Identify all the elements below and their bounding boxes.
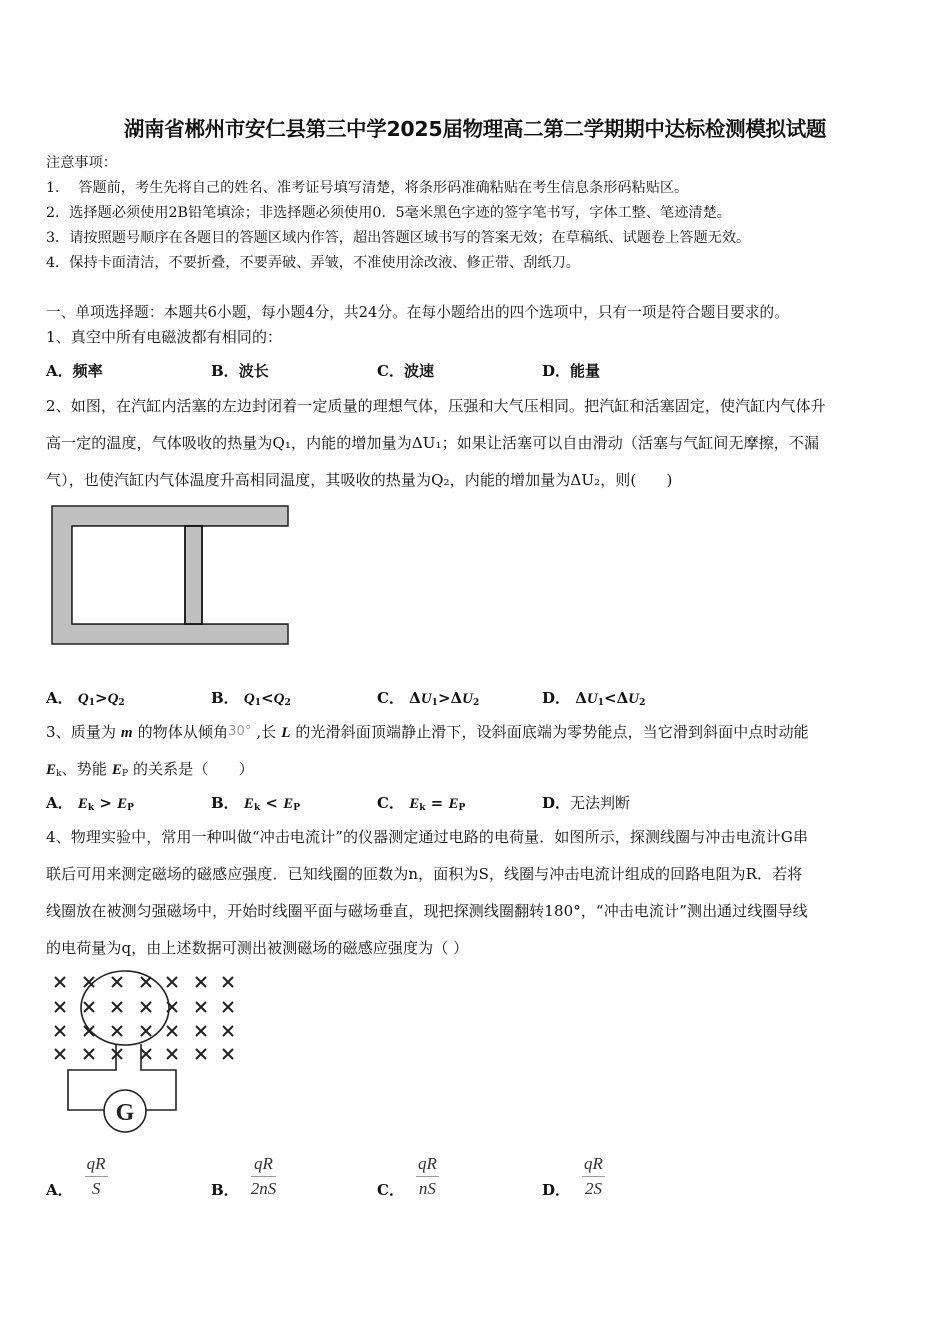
fraction: $\frac{qR}{nS}$ [417, 1154, 437, 1198]
notice-item: 3．请按照题号顺序在各题目的答题区域内作答，超出答题区域书写的答案无效；在草稿纸、试题卷上答题无效。 [46, 230, 751, 246]
option-b[interactable]: B． $\frac{qR}{2nS}$ [211, 1154, 277, 1199]
galvanometer-label: G [115, 1100, 135, 1126]
option-c[interactable]: C．波速 [377, 362, 434, 380]
notice-item: 1. 答题前，考生先将自己的姓名、准考证号填写清楚，将条形码准确粘贴在考生信息条形码粘贴区。 [46, 180, 689, 196]
option-a[interactable]: A． $E_k > E_P$ [46, 794, 134, 813]
option-c[interactable]: C． $E_k = E_P$ [377, 794, 466, 813]
section-heading: 一、单项选择题：本题共6小题，每小题4分，共24分。在每小题给出的四个选项中，只有一项是符合题目要求的。 [46, 304, 789, 321]
piston [185, 526, 202, 624]
fraction: $\frac{qR}{2nS}$ [250, 1154, 277, 1198]
question-stem-line: 高一定的温度，气体吸收的热量为Q₁，内能的增加量为ΔU₁；如果让活塞可以自由滑动（活塞与气缸间无摩擦，不漏 [46, 434, 820, 452]
option-b[interactable]: B． $E_k < E_P$ [211, 794, 300, 813]
galvanometer-coil-figure [44, 968, 244, 1140]
option-d[interactable]: D． $\frac{qR}{2S}$ [542, 1154, 603, 1199]
cylinder-piston-figure [50, 504, 292, 648]
option-a[interactable]: A． $\frac{qR}{S}$ [46, 1154, 106, 1199]
question-stem-line: 线圈放在被测匀强磁场中，开始时线圈平面与磁场垂直，现把探测线圈翻转180°，“冲击电流计”测出通过线圈导线 [46, 902, 808, 920]
exam-title: 湖南省郴州市安仁县第三中学2025届物理高二第二学期期中达标检测模拟试题 [123, 117, 827, 141]
option-d[interactable]: D． $\Delta U_1<\Delta U_2$ [542, 689, 646, 708]
question-stem-line: 气），也使汽缸内气体温度升高相同温度，其吸收的热量为Q₂，内能的增加量为ΔU₂，则( ) [46, 471, 673, 489]
option-b[interactable]: B．波长 [211, 362, 269, 380]
option-d[interactable]: D．能量 [542, 362, 601, 380]
option-b[interactable]: B． $Q_1<Q_2$ [211, 689, 291, 708]
notice-item: 4．保持卡面清洁，不要折叠，不要弄破、弄皱，不准使用涂改液、修正带、刮纸刀。 [46, 255, 580, 271]
angle-value: 30° [228, 724, 252, 739]
notice-item: 2．选择题必须使用2B铅笔填涂；非选择题必须使用0．5毫米黑色字迹的签字笔书写，字体工整、笔迹清楚。 [46, 205, 731, 221]
option-c[interactable]: C． $\frac{qR}{nS}$ [377, 1154, 437, 1199]
option-d[interactable]: D．无法判断 [542, 794, 631, 812]
fraction: $\frac{qR}{S}$ [86, 1154, 106, 1198]
detection-coil [81, 971, 169, 1045]
question-text: 真空中所有电磁波都有相同的： [70, 328, 283, 346]
fraction: $\frac{qR}{2S}$ [584, 1154, 603, 1198]
question-stem-line: 3、质量为 m 的物体从倾角30° ,长 L 的光滑斜面顶端静止滑下，设斜面底端为零势能点，当它滑到斜面中点时动能 [46, 723, 809, 741]
question-stem-line: 联后可用来测定磁场的磁感应强度．已知线圈的匝数为n，面积为S，线圈与冲击电流计组成的回路电阻为R．若将 [46, 865, 803, 883]
question-stem-line: 的电荷量为q，由上述数据可测出被测磁场的磁感应强度为（ ） [46, 939, 469, 957]
question-stem-line: 2、如图，在汽缸内活塞的左边封闭着一定质量的理想气体，压强和大气压相同。把汽缸和活塞固定，使汽缸内气体升 [46, 397, 826, 415]
question-stem-line: $E_k$、势能 $E_P$ 的关系是（ ） [46, 760, 254, 779]
option-c[interactable]: C． $\Delta U_1>\Delta U_2$ [377, 689, 480, 708]
option-a[interactable]: A． $Q_1>Q_2$ [46, 689, 125, 708]
question-stem [46, 326, 282, 347]
option-a[interactable]: A．频率 [46, 362, 103, 380]
notice-heading: 注意事项： [46, 155, 117, 171]
question-stem-line: 4、物理实验中，常用一种叫做“冲击电流计”的仪器测定通过电路的电荷量．如图所示，探测线圈与冲击电流计G串 [46, 828, 809, 846]
question-number: 1、 [46, 328, 71, 346]
